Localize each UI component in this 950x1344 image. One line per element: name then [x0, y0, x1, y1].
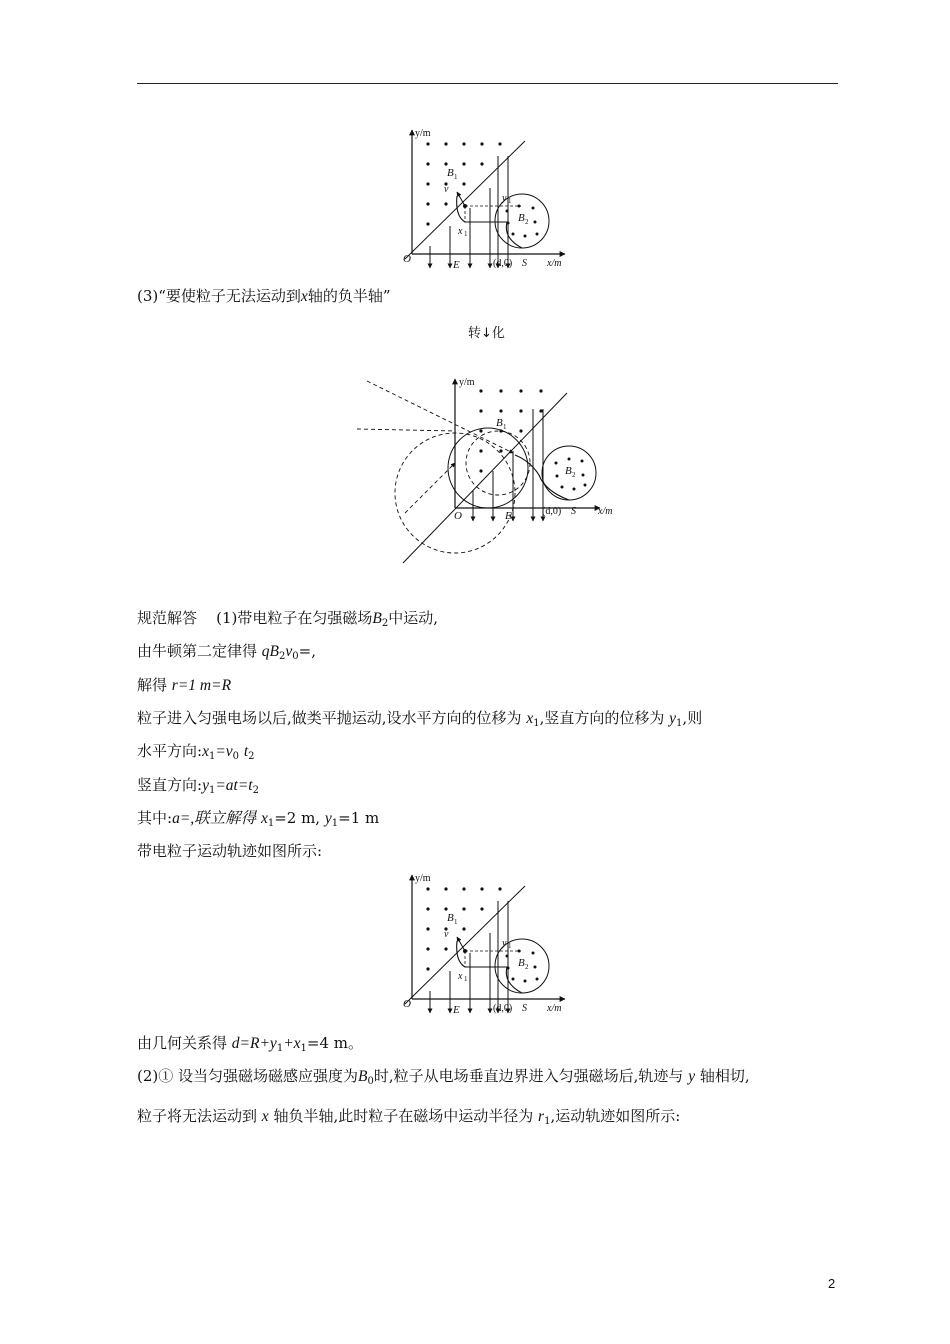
field-e-label: E — [453, 259, 460, 271]
page-number: 2 — [828, 1276, 836, 1291]
x-axis-label-3: x/m — [547, 1003, 562, 1014]
point-s-label-2: S — [571, 506, 576, 517]
field-b1-label: B — [447, 167, 454, 179]
y-axis-label-2: y/m — [459, 377, 475, 388]
y1-sub: 1 — [508, 197, 512, 205]
header-rule — [137, 83, 838, 84]
y1-label-3: y — [502, 938, 507, 949]
velocity-label: v — [444, 184, 449, 195]
field-e-label-3: E — [453, 1004, 460, 1016]
field-b1-label-3: B — [447, 912, 454, 924]
y-axis-label: y/m — [415, 128, 431, 139]
solution-line-2: 由牛顿第二定律得 $qB_2v_0=$, — [137, 642, 316, 662]
y-axis-label-3: y/m — [415, 873, 431, 884]
point-s-label-3: S — [522, 1003, 527, 1014]
point-d-label-3: (d,0) — [493, 1003, 513, 1014]
figure-trajectory-2 — [395, 871, 585, 1016]
field-b2-label-2: B — [565, 465, 572, 477]
field-b1-sub: 1 — [454, 173, 458, 181]
solution-line-1: 规范解答 (1)带电粒子在匀强磁场$B_2$中运动, — [137, 609, 438, 629]
solution-line-9: 由几何关系得 $d=R+y_1+x_1=4$ m。 — [137, 1034, 364, 1054]
x1-sub-3: 1 — [464, 975, 468, 983]
field-b2-label: B — [518, 212, 525, 224]
point-d-label: (d,0) — [493, 258, 513, 269]
velocity-label-3: v — [444, 929, 449, 940]
solution-line-5: 水平方向$:x_1=v_0$ $t_2$ — [137, 742, 255, 762]
figure-trajectory-1 — [395, 126, 585, 271]
figure-transform — [355, 373, 620, 573]
field-e-label-2: E — [505, 510, 512, 522]
field-b1-label-2: B — [496, 417, 503, 429]
field-b2-label-3: B — [518, 957, 525, 969]
origin-label-3: O — [403, 998, 411, 1010]
x1-label-3: x — [458, 971, 463, 982]
point-s-label: S — [522, 258, 527, 269]
field-b2-sub: 2 — [525, 218, 529, 226]
y1-sub-3: 1 — [508, 942, 512, 950]
field-b1-sub-3: 1 — [454, 918, 458, 926]
transform-label: 转↓化 — [468, 326, 505, 341]
x-axis-label-2: x/m — [598, 506, 613, 517]
field-b1-sub-2: 1 — [503, 423, 507, 431]
solution-line-3: 解得 r=1 m=R — [137, 676, 232, 694]
solution-line-11: 粒子将无法运动到 x 轴负半轴,此时粒子在磁场中运动半径为 $r_1$,运动轨迹如图所示: — [137, 1107, 681, 1127]
solution-line-8: 带电粒子运动轨迹如图所示: — [137, 842, 323, 860]
field-b2-sub-3: 2 — [525, 963, 529, 971]
solution-line-10: (2)① 设当匀强磁场磁感应强度为$B_0$时,粒子从电场垂直边界进入匀强磁场后,轨迹与 y 轴相切, — [137, 1067, 750, 1087]
x1-label: x — [458, 226, 463, 237]
solution-line-6: 竖直方向$:y_1=at=t_2$ — [137, 776, 259, 796]
field-b2-sub-2: 2 — [572, 471, 576, 479]
origin-label-2: O — [454, 510, 462, 522]
origin-label: O — [403, 253, 411, 265]
solution-line-4: 粒子进入匀强电场以后,做类平抛运动,设水平方向的位移为 $x_1$,竖直方向的位移为 $y_1$,则 — [137, 709, 703, 729]
x1-sub: 1 — [464, 230, 468, 238]
part3-heading: (3)“要使粒子无法运动到x轴的负半轴” — [137, 287, 391, 305]
point-d-label-2: (d,0) — [542, 506, 562, 517]
y1-label: y — [502, 193, 507, 204]
x-axis-label: x/m — [547, 258, 562, 269]
solution-line-7: 其中:a=,联立解得 $x_1=2$ m, $y_1=1$ m — [137, 809, 380, 829]
